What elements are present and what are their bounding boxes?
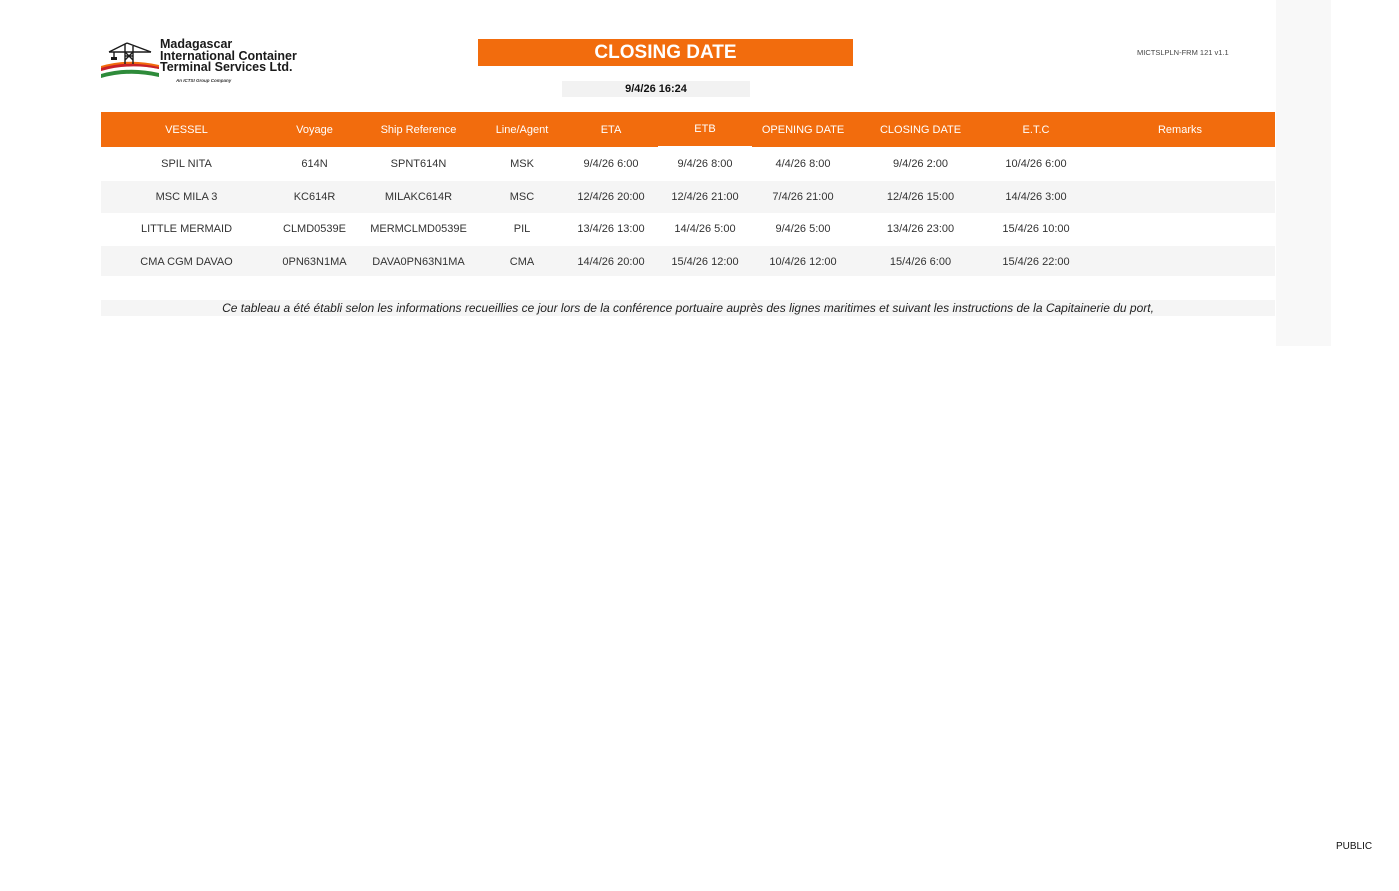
cell-line-agent: CMA [480,246,564,279]
form-code: MICTSLPLN-FRM 121 v1.1 [1137,48,1229,57]
table-spacer [101,276,1275,300]
cell-eta: 9/4/26 6:00 [583,157,639,170]
company-logo [101,38,301,86]
table-row [101,147,1275,181]
cell-etc: 14/4/26 3:00 [987,181,1085,214]
cell-ship-reference: SPNT614N [390,157,447,170]
cell-voyage: 614N [301,157,328,170]
cell-ship-reference: DAVA0PN63N1MA [357,246,480,279]
cell-opening-date: 9/4/26 5:00 [775,223,831,236]
cell-closing-date: 12/4/26 15:00 [854,181,987,214]
footnote: Ce tableau a été établi selon les informations recueillies ce jour lors de la conférence portuaire auprès des lignes maritimes et suivant les instructions de la Capitainerie du port, [101,300,1275,316]
vessel-schedule-table [101,112,1275,278]
cell-line-agent: PIL [513,223,531,236]
cell-etc: 10/4/26 6:00 [1005,157,1067,170]
column-header-closing-date: CLOSING DATE [854,112,987,147]
cell-opening-date: 10/4/26 12:00 [752,246,854,279]
cell-etc: 15/4/26 22:00 [987,246,1085,279]
column-header-voyage: Voyage [272,112,357,147]
logo-line-2: International Container [160,48,297,63]
right-margin-shade [1276,0,1331,346]
logo-company-name [160,39,297,74]
cell-vessel: LITTLE MERMAID [140,223,233,236]
cell-voyage: KC614R [272,181,357,214]
cell-line-agent: MSK [510,157,534,170]
cell-remarks [1085,181,1275,214]
cell-vessel: CMA CGM DAVAO [101,246,272,279]
column-header-opening-date: OPENING DATE [752,112,854,147]
cell-opening-date: 4/4/26 8:00 [775,157,831,170]
column-header-etc: E.T.C [987,112,1085,147]
column-header-line-agent: Line/Agent [480,112,564,147]
logo-tagline: An ICTSI Group Company [176,78,232,83]
cell-etb: 9/4/26 8:00 [677,158,733,171]
cell-closing-date: 9/4/26 2:00 [892,157,949,170]
cell-voyage: CLMD0539E [283,223,346,236]
cell-ship-reference: MILAKC614R [357,181,480,214]
cell-eta: 14/4/26 20:00 [564,246,658,279]
cell-closing-date: 15/4/26 6:00 [854,246,987,279]
cell-ship-reference: MERMCLMD0539E [370,223,467,236]
cell-etc: 15/4/26 10:00 [1002,223,1070,236]
table-row [101,213,1275,246]
cell-voyage: 0PN63N1MA [272,246,357,279]
column-header-etb: ETB [658,112,752,147]
crane-logo-icon [101,38,159,78]
cell-eta: 12/4/26 20:00 [564,181,658,214]
column-header-eta: ETA [564,112,658,147]
cell-remarks [1085,147,1275,181]
column-header-remarks: Remarks [1085,112,1275,147]
cell-etb: 14/4/26 5:00 [674,223,736,236]
classification-label: PUBLIC [1336,841,1373,852]
report-datetime: 9/4/26 16:24 [562,81,750,97]
table-row [101,181,1275,214]
cell-line-agent: MSC [480,181,564,214]
logo-line-3: Terminal Services Ltd. [160,60,293,74]
table-row [101,246,1275,279]
column-header-vessel: VESSEL [101,112,272,147]
table-header-row [101,112,1275,147]
cell-vessel: SPIL NITA [161,157,212,170]
page-title: CLOSING DATE [478,39,853,66]
column-header-ship-reference: Ship Reference [357,112,480,147]
logo-line-1: Madagascar [160,37,233,51]
cell-eta: 13/4/26 13:00 [577,223,645,236]
cell-etb: 15/4/26 12:00 [658,246,752,279]
cell-remarks [1085,246,1275,279]
cell-etb: 12/4/26 21:00 [658,181,752,214]
cell-opening-date: 7/4/26 21:00 [752,181,854,214]
cell-remarks [1085,213,1275,246]
cell-vessel: MSC MILA 3 [101,181,272,214]
cell-closing-date: 13/4/26 23:00 [886,223,955,236]
